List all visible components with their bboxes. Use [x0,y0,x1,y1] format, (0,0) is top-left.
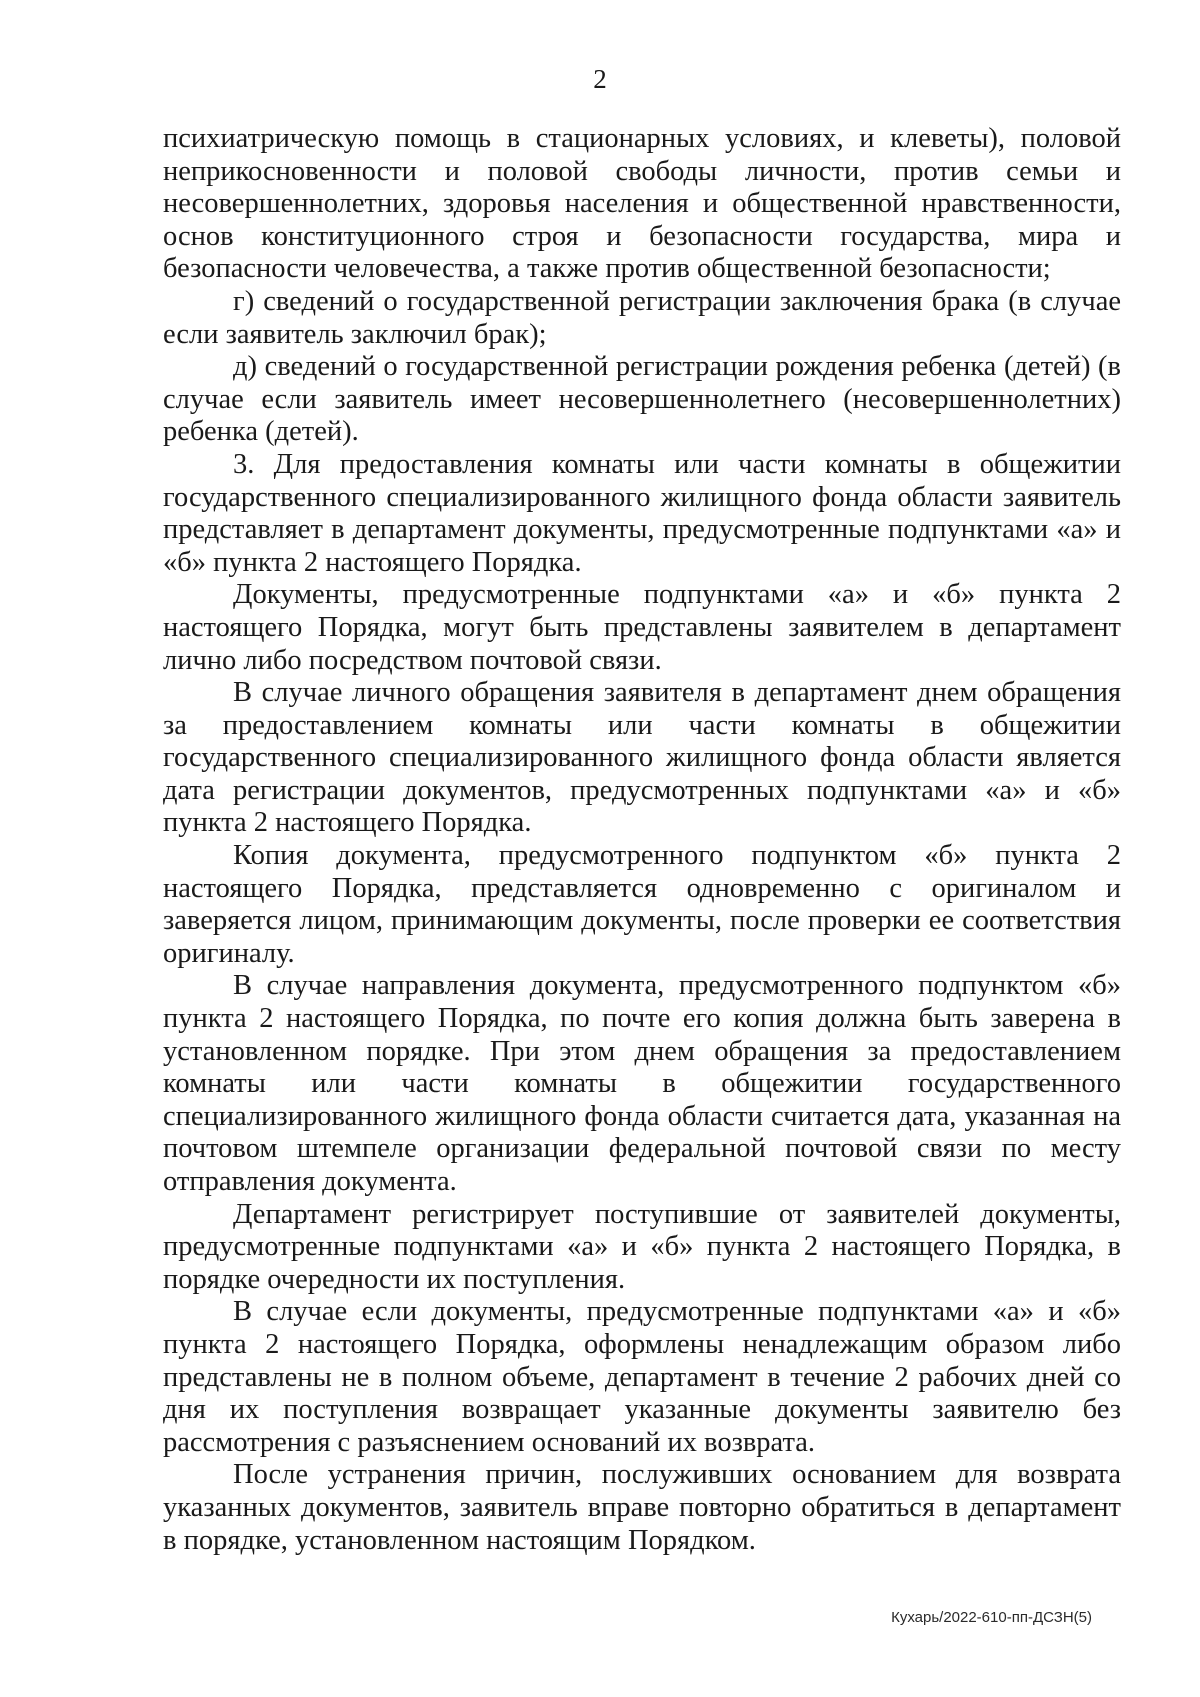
paragraph-document-copy: Копия документа, предусмотренного подпунктом «б» пункта 2 настоящего Порядка, представляется одновременно с оригиналом и заверяется лицом, принимающим документы, после проверки ее соответствия оригиналу. [163,840,1121,969]
page-number: 2 [593,64,607,94]
paragraph-registration: Департамент регистрирует поступившие от заявителей документы, предусмотренные подпунктами «а» и «б» пункта 2 настоящего Порядка, в порядке очередности их поступления. [163,1198,1121,1295]
paragraph-postal-submission: В случае направления документа, предусмотренного подпунктом «б» пункта 2 настоящего Порядка, по почте его копия должна быть заверена в установленном порядке. При этом днем обращения за предоставлением комнаты или части комнаты в общежитии государственного специализированного жилищного фонда области считается дата, указанная на почтовом штемпеле организации федеральной почтовой связи по месту отправления документа. [163,970,1121,1197]
paragraph-submission-methods: Документы, предусмотренные подпунктами «а» и «б» пункта 2 настоящего Порядка, могут быть представлены заявителем в департамент лично либо посредством почтовой связи. [163,579,1121,676]
document-reference-code: Кухарь/2022-610-пп-ДСЗН(5) [891,1609,1092,1626]
paragraph-document-return: В случае если документы, предусмотренные подпунктами «а» и «б» пункта 2 настоящего Порядка, оформлены ненадлежащим образом либо представлены не в полном объеме, департамент в течение 2 рабочих дней со дня их поступления возвращает указанные документы заявителю без рассмотрения с разъяснением оснований их возврата. [163,1296,1121,1458]
paragraph-item-g: г) сведений о государственной регистрации заключения брака (в случае если заявитель заключил брак); [163,285,1121,350]
paragraph-clause-3: 3. Для предоставления комнаты или части комнаты в общежитии государственного специализированного жилищного фонда области заявитель представляет в департамент документы, предусмотренные подпунктами «а» и «б» пункта 2 настоящего Порядка. [163,448,1121,578]
paragraph-continuation: психиатрическую помощь в стационарных условиях, и клеветы), половой неприкосновенности и половой свободы личности, против семьи и несовершеннолетних, здоровья населения и общественной нравственности, основ конституционного строя и безопасности государства, мира и безопасности человечества, а также против общественной безопасности; [163,123,1121,285]
paragraph-reapplication: После устранения причин, послуживших основанием для возврата указанных документов, заявитель вправе повторно обратиться в департамент в порядке, установленном настоящим Порядком. [163,1459,1121,1556]
paragraph-item-d: д) сведений о государственной регистрации рождения ребенка (детей) (в случае если заявитель имеет несовершеннолетнего (несовершеннолетних) ребенка (детей). [163,351,1121,448]
paragraph-personal-appeal: В случае личного обращения заявителя в департамент днем обращения за предоставлением комнаты или части комнаты в общежитии государственного специализированного жилищного фонда области является дата регистрации документов, предусмотренных подпунктами «а» и «б» пункта 2 настоящего Порядка. [163,677,1121,839]
document-body [163,123,1121,1557]
